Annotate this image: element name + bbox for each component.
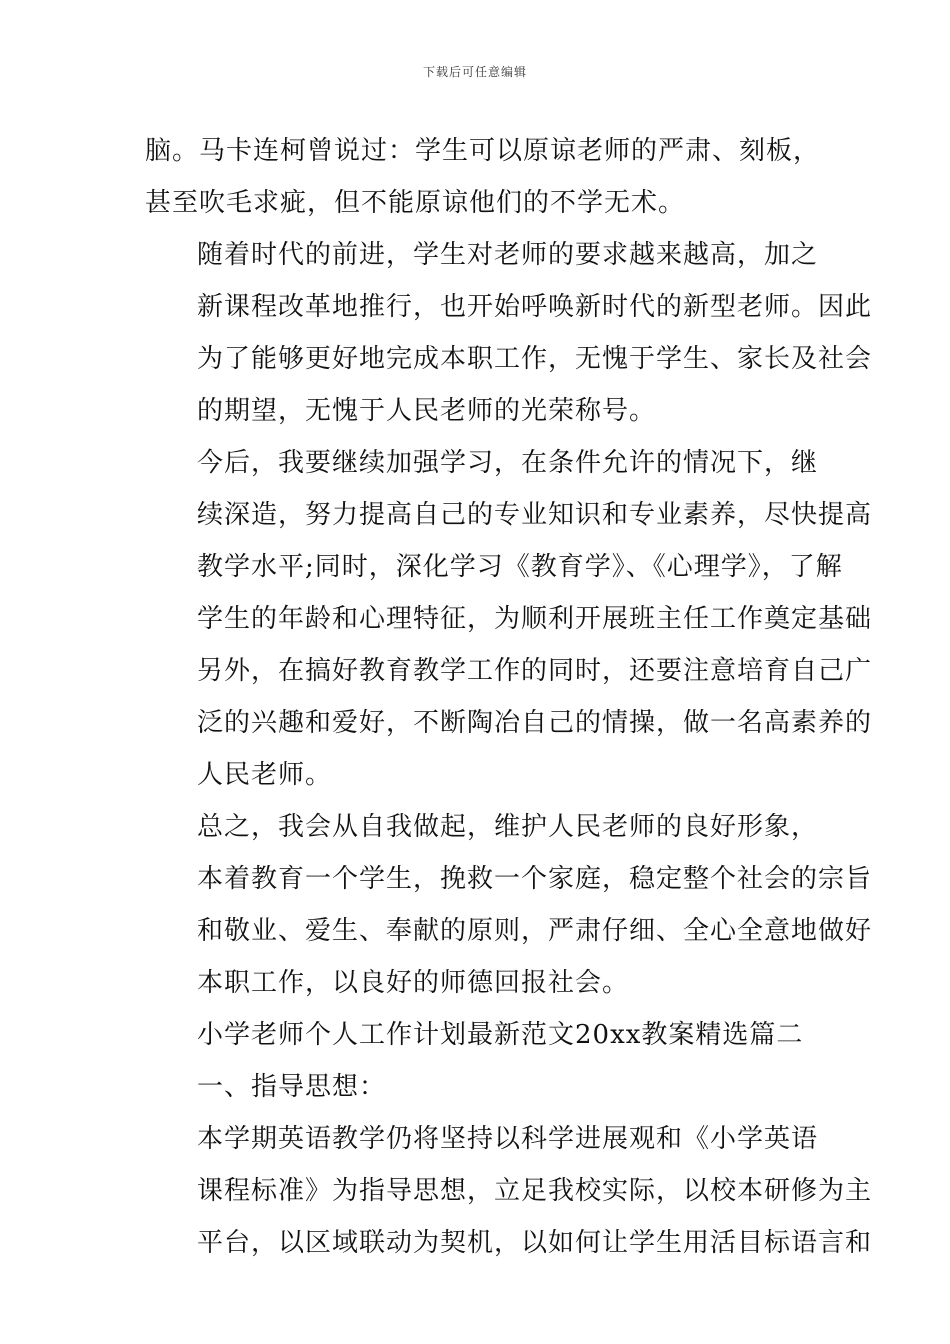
text-line: 泛的兴趣和爱好，不断陶冶自己的情操，做一名高素养的 — [197, 708, 873, 738]
text-line: 学生的年龄和心理特征，为顺利开展班主任工作奠定基础 — [197, 604, 873, 634]
document-body — [145, 125, 873, 1269]
paragraph — [145, 801, 873, 1009]
paragraph — [145, 1061, 805, 1113]
text-line: 小学老师个人工作计划最新范文20xx教案精选篇二 — [197, 1020, 804, 1050]
text-line: 平台，以区域联动为契机，以如何让学生用活目标语言和 — [197, 1228, 873, 1258]
text-line: 今后，我要继续加强学习，在条件允许的情况下，继 — [197, 448, 819, 478]
text-line: 总之，我会从自我做起，维护人民老师的良好形象， — [197, 812, 819, 842]
text-line: 脑。马卡连柯曾说过：学生可以原谅老师的严肃、刻板， — [145, 136, 821, 166]
text-line: 甚至吹毛求疵，但不能原谅他们的不学无术。 — [145, 188, 686, 218]
text-line: 本职工作，以良好的师德回报社会。 — [197, 968, 630, 998]
text-line: 续深造，努力提高自己的专业知识和专业素养，尽快提高 — [197, 500, 873, 530]
text-line: 和敬业、爱生、奉献的原则，严肃仔细、全心全意地做好 — [197, 916, 873, 946]
text-line: 本着教育一个学生，挽救一个家庭，稳定整个社会的宗旨 — [197, 864, 873, 894]
paragraph — [145, 1009, 805, 1061]
text-line: 人民老师。 — [197, 760, 333, 790]
text-line: 教学水平;同时，深化学习《教育学》、《心理学》，了解 — [197, 552, 843, 582]
text-line: 新课程改革地推行，也开始呼唤新时代的新型老师。因此 — [197, 292, 873, 322]
text-line: 课程标准》为指导思想，立足我校实际，以校本研修为主 — [197, 1176, 873, 1206]
paragraph — [145, 229, 873, 437]
text-line: 的期望，无愧于人民老师的光荣称号。 — [197, 396, 657, 426]
paragraph — [145, 1113, 873, 1269]
text-line: 随着时代的前进，学生对老师的要求越来越高，加之 — [197, 240, 819, 270]
text-line: 另外，在搞好教育教学工作的同时，还要注意培育自己广 — [197, 656, 873, 686]
paragraph — [145, 125, 821, 229]
text-line: 一、指导思想： — [197, 1072, 387, 1102]
text-line: 为了能够更好地完成本职工作，无愧于学生、家长及社会 — [197, 344, 873, 374]
page-header: 下载后可任意编辑 — [422, 65, 527, 79]
paragraph — [145, 437, 873, 801]
text-line: 本学期英语教学仍将坚持以科学进展观和《小学英语 — [197, 1124, 819, 1154]
